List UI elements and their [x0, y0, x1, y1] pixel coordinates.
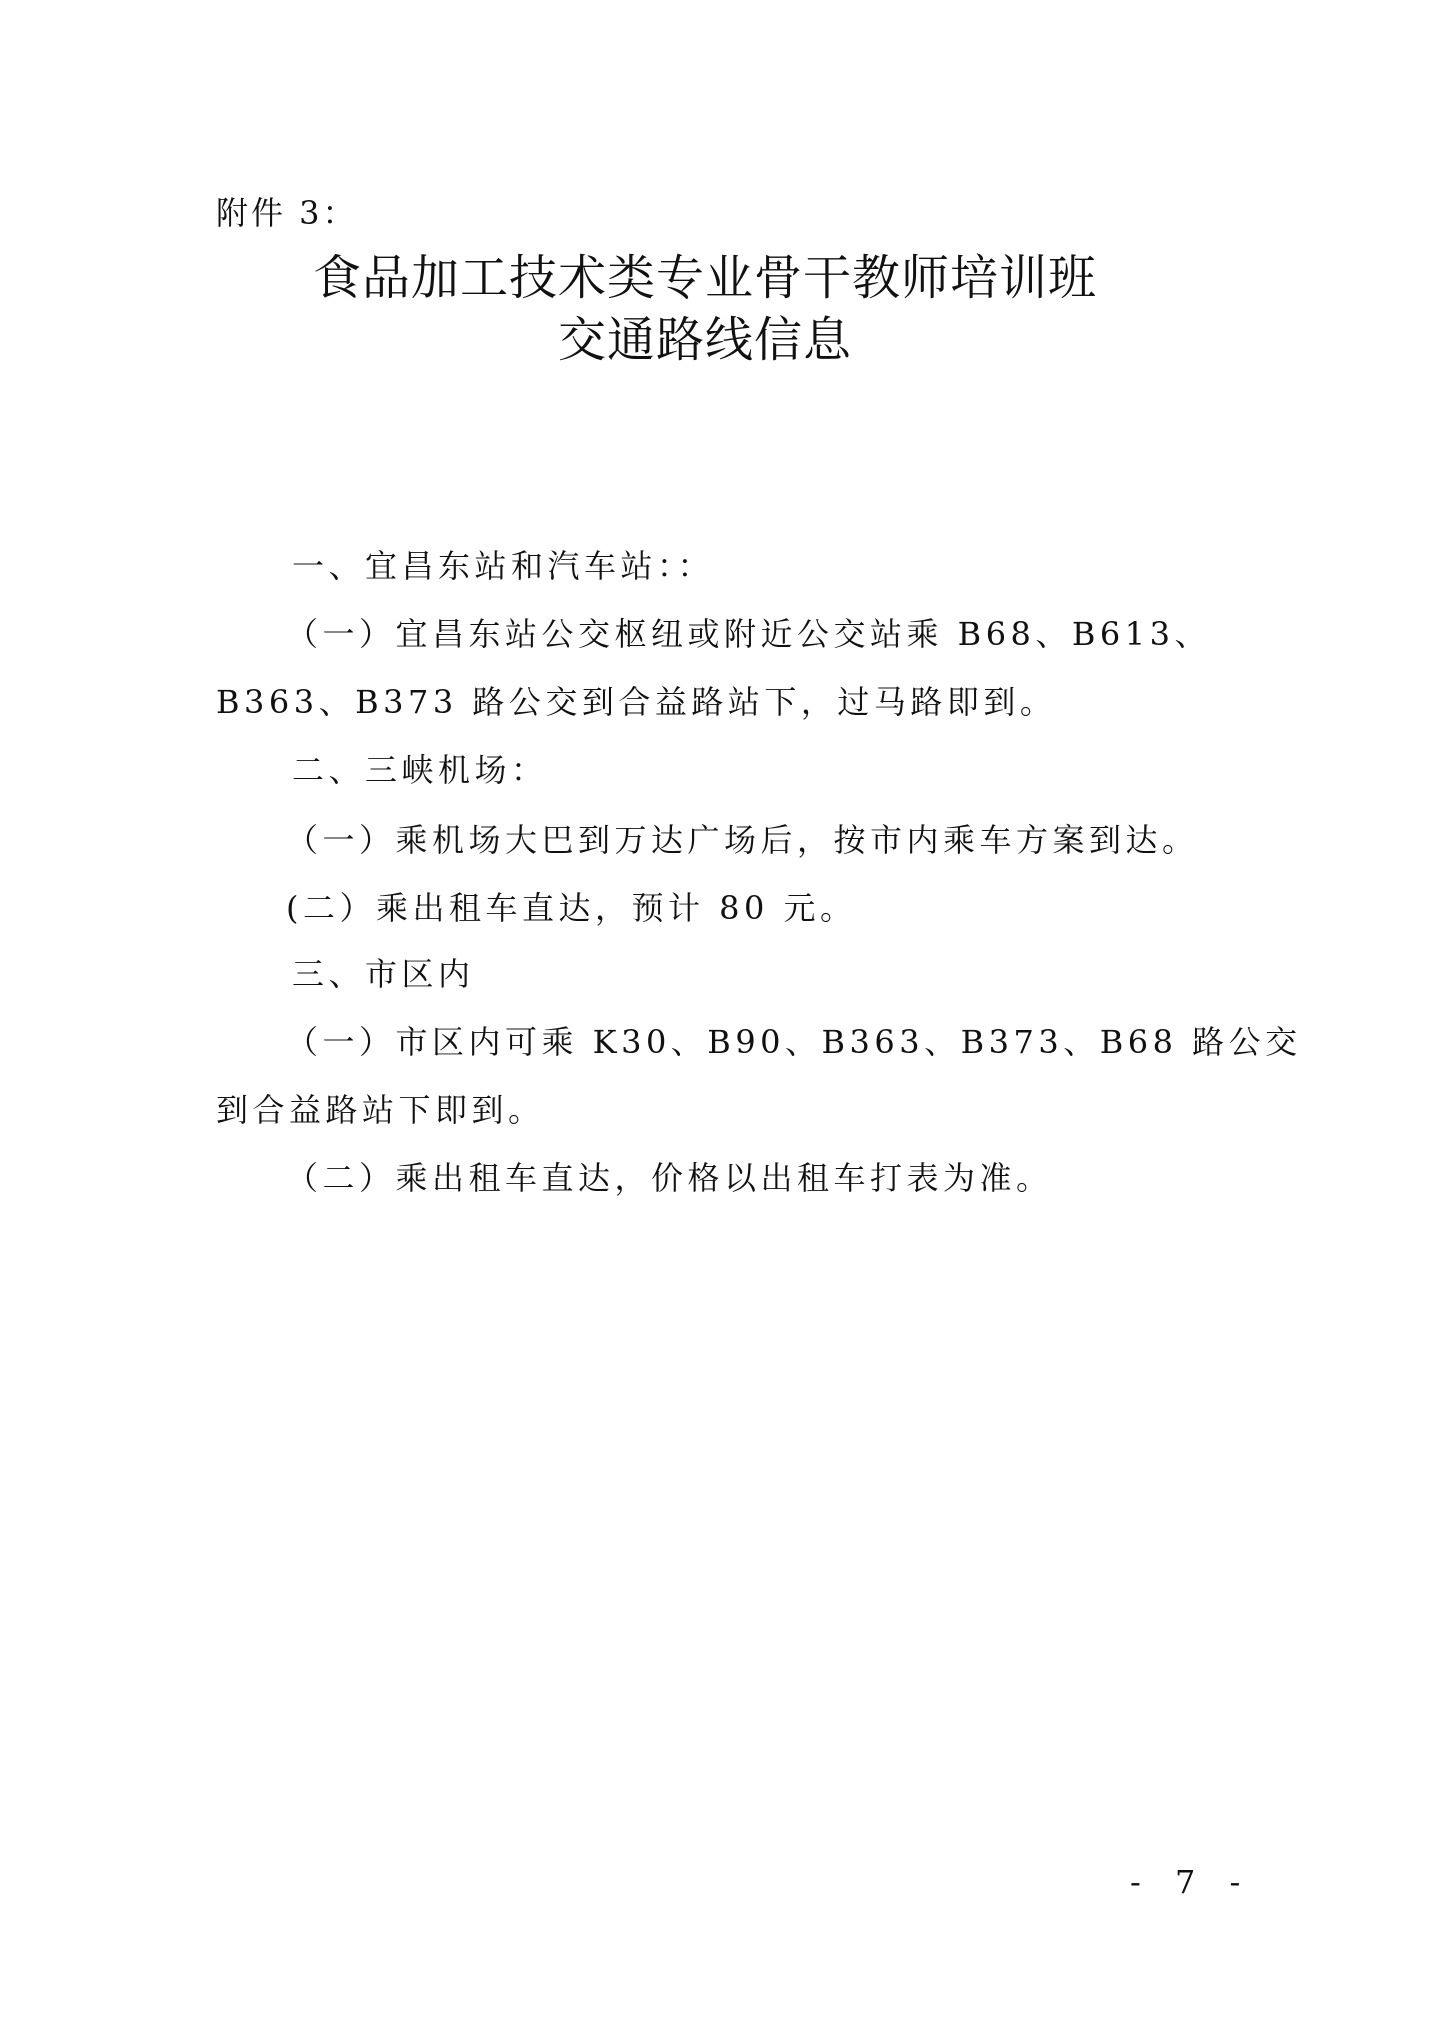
section-heading-3: 三、市区内 — [292, 955, 475, 993]
document-title-line-2: 交通路线信息 — [557, 312, 852, 368]
paragraph-1-1-cont: B363、B373 路公交到合益路站下，过马路即到。 — [216, 683, 1057, 721]
paragraph-2-2: (二）乘出租车直达，预计 80 元。 — [286, 889, 857, 927]
document-title-line-1: 食品加工技术类专业骨干教师培训班 — [312, 250, 1097, 306]
paragraph-3-1-start: （一）市区内可乘 K30、B90、B363、B373、B68 路公交 — [286, 1023, 1302, 1061]
section-heading-2: 二、三峡机场： — [292, 751, 548, 789]
page-number: - 7 - — [1130, 1863, 1253, 1901]
paragraph-3-1-cont: 到合益路站下即到。 — [216, 1091, 545, 1129]
attachment-label: 附件 3： — [216, 194, 358, 232]
paragraph-1-1-start: （一）宜昌东站公交枢纽或附近公交站乘 B68、B613、 — [286, 615, 1212, 653]
paragraph-2-1: （一）乘机场大巴到万达广场后，按市内乘车方案到达。 — [286, 821, 1199, 859]
section-heading-1: 一、宜昌东站和汽车站：： — [292, 547, 715, 585]
paragraph-3-2: （二）乘出租车直达，价格以出租车打表为准。 — [286, 1159, 1053, 1197]
